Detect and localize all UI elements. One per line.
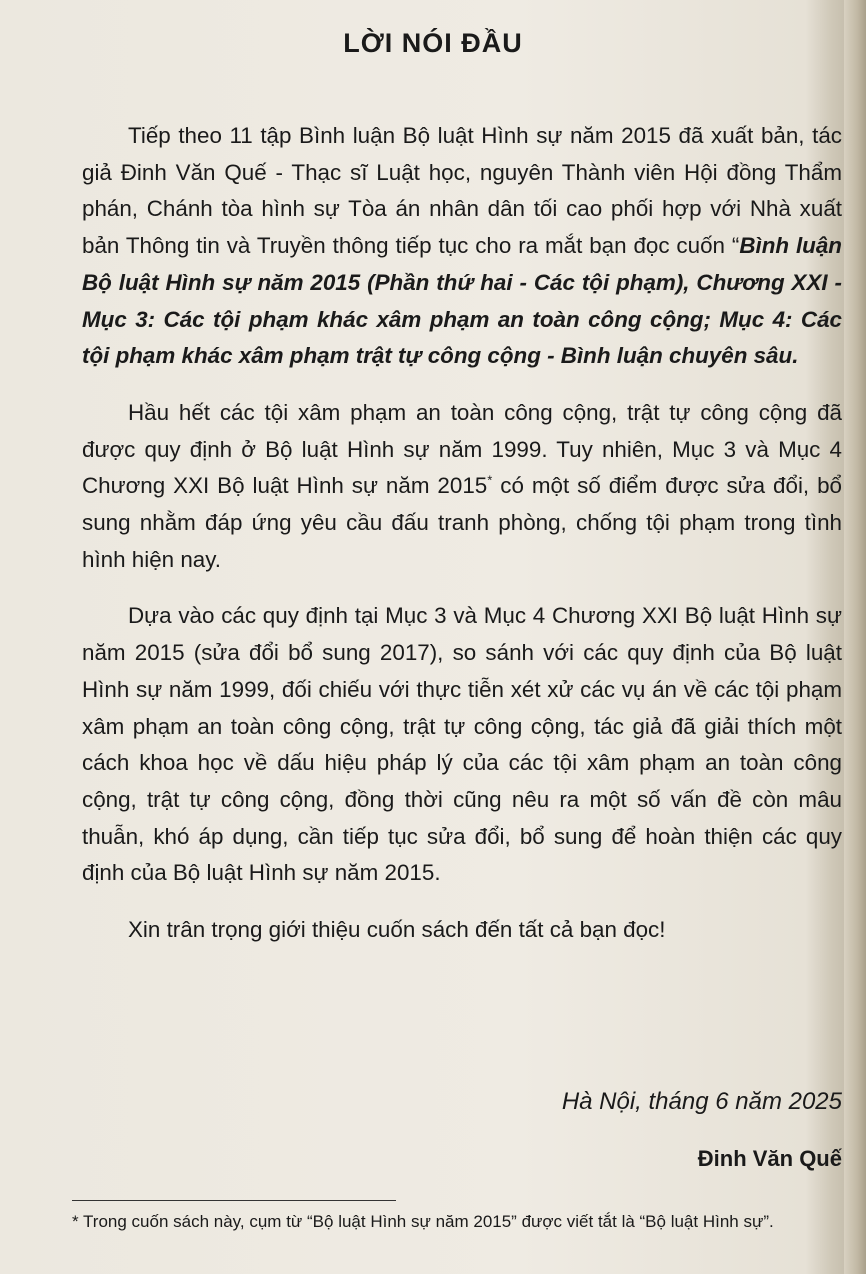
paragraph-2-text-a: Hầu hết các tội xâm phạm an toàn công cộng, trật tự công cộng đã được quy định ở Bộ luật Hình sự năm 1999. Tuy nhiên, Mục 3 và Mục 4 Chương XXI Bộ luật Hình sự năm 2015: [82, 399, 842, 499]
paragraph-2: [82, 395, 842, 579]
author-signature: Đinh Văn Quế: [697, 1146, 842, 1171]
paragraph-4: Xin trân trọng giới thiệu cuốn sách đến tất cả bạn đọc!: [128, 917, 666, 943]
body-text: [82, 118, 842, 969]
footnote-text: Trong cuốn sách này, cụm từ “Bộ luật Hình sự năm 2015” được viết tắt là “Bộ luật Hình sự”.: [78, 1212, 774, 1231]
paragraph-2-text-b: có một số điểm được sửa đổi, bổ sung nhằm đáp ứng yêu cầu đấu tranh phòng, chống tội phạm trong tình hình hiện nay.: [82, 473, 842, 572]
paragraph-1-text: Tiếp theo 11 tập Bình luận Bộ luật Hình sự năm 2015 đã xuất bản, tác giả Đinh Văn Quế - Thạc sĩ Luật học, nguyên Thành viên Hội đồng Thẩm phán, Chánh tòa hình sự Tòa án nhân dân tối cao phối hợp với Nhà xuất bản Thông tin và Truyền thông tiếp tục cho ra mắt bạn đọc cuốn “: [82, 123, 842, 259]
footnote-divider: [72, 1200, 396, 1201]
footnote: [72, 1210, 852, 1234]
paragraph-3: Dựa vào các quy định tại Mục 3 và Mục 4 Chương XXI Bộ luật Hình sự năm 2015 (sửa đổi bổ sung 2017), so sánh với các quy định của Bộ luật Hình sự năm 1999, đối chiếu với thực tiễn xét xử các vụ án về các tội phạm xâm phạm an toàn công cộng, trật tự công cộng, tác giả đã giải thích một cách khoa học về dấu hiệu pháp lý của các tội xâm phạm an toàn công cộng, trật tự công cộng, đồng thời cũng nêu ra một số vấn đề còn mâu thuẫn, khó áp dụng, cần tiếp tục sửa đổi, bổ sung để hoàn thiện các quy định của Bộ luật Hình sự năm 2015.: [82, 603, 842, 886]
footnote-marker: *: [487, 472, 493, 488]
book-title: Bình luận Bộ luật Hình sự năm 2015 (Phần thứ hai - Các tội phạm), Chương XXI - Mục 3: Các tội phạm khác xâm phạm an toàn công cộng; Mục 4: Các tội phạm khác xâm phạm trật tự công cộng - Bình luận chuyên sâu.: [82, 233, 842, 369]
page-edge: [844, 0, 866, 1274]
footnote-mark: *: [72, 1212, 79, 1231]
place-date: Hà Nội, tháng 6 năm 2025: [561, 1088, 842, 1115]
paragraph-1: [82, 118, 842, 375]
page-title: LỜI NÓI ĐẦU: [343, 28, 523, 58]
